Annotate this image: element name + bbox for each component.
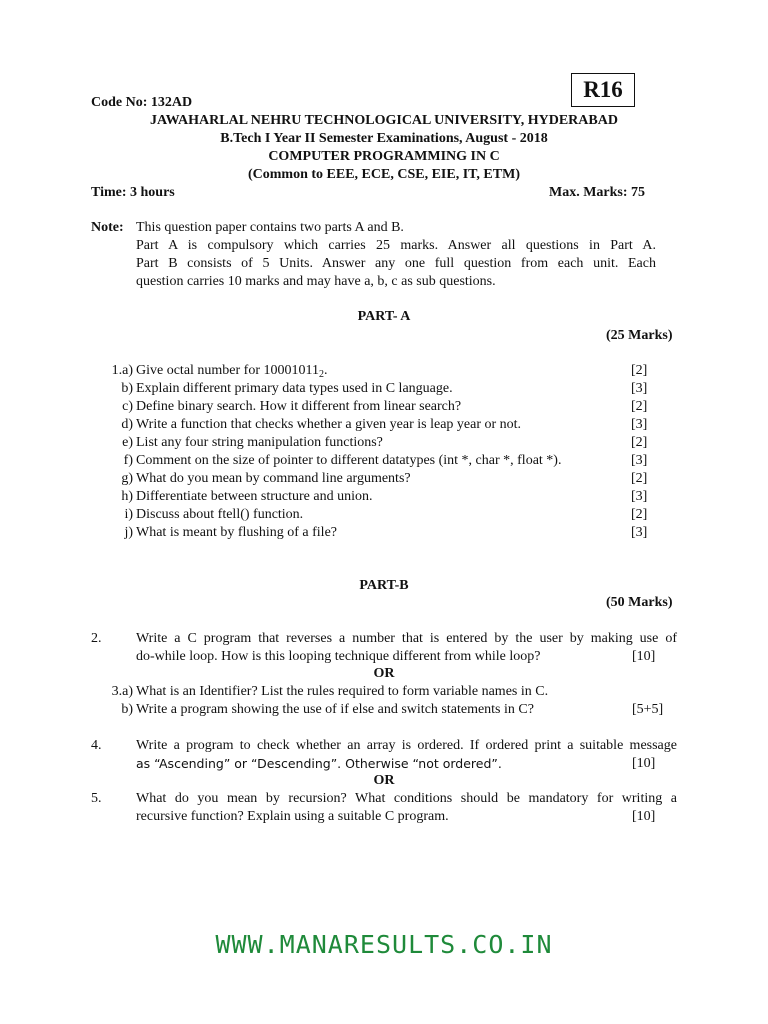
question-marks: [3] [631,453,648,468]
note-line: question carries 10 marks and may have a, b, c as sub questions. [136,274,496,289]
question-text: recursive function? Explain using a suitable C program. [136,809,449,824]
question-marks: [10] [632,809,656,824]
question-number: d) [121,417,133,432]
question-marks: [2] [631,507,648,522]
question-marks: [3] [631,381,648,396]
question-marks: [3] [631,417,648,432]
exam-title: B.Tech I Year II Semester Examinations, August - 2018 [220,131,548,146]
question-number: b) [121,381,133,396]
question-number: 4. [91,738,102,753]
subject-title: COMPUTER PROGRAMMING IN C [268,149,500,164]
university-name: JAWAHARLAL NEHRU TECHNOLOGICAL UNIVERSITY, HYDERABAD [150,113,618,128]
part-a-marks: (25 Marks) [606,328,673,343]
question-text: What is an Identifier? List the rules required to form variable names in C. [136,684,549,699]
question-number: j) [124,525,133,540]
regulation-box: R16 [571,73,635,107]
question-marks: [2] [631,399,648,414]
or-divider: OR [373,773,395,788]
question-marks: [5+5] [632,702,664,717]
question-number: h) [121,489,133,504]
question-marks: [3] [631,489,648,504]
question-text: Write a function that checks whether a given year is leap year or not. [136,417,522,432]
question-text: What do you mean by command line arguments? [136,471,411,486]
part-b-title: PART-B [359,578,409,593]
note-line: Part B consists of 5 Units. Answer any one full question from each unit. Each [136,256,656,271]
question-marks: [3] [631,525,648,540]
time-duration: Time: 3 hours [91,185,175,200]
question-number: g) [121,471,133,486]
question-text: Explain different primary data types used in C language. [136,381,453,396]
question-marks: [2] [631,471,648,486]
question-marks: [2] [631,363,648,378]
part-b-marks: (50 Marks) [606,595,673,610]
question-text: Comment on the size of pointer to different datatypes (int *, char *, float *). [136,453,562,468]
question-number: b) [121,702,133,717]
question-number: i) [124,507,133,522]
note-line: This question paper contains two parts A and B. [136,220,404,235]
question-number: 3.a) [111,684,133,699]
question-text: Write a program showing the use of if else and switch statements in C? [136,702,534,717]
question-marks: [10] [632,756,656,771]
question-text: Discuss about ftell() function. [136,507,304,522]
question-text: as “Ascending” or “Descending”. Otherwise “not ordered”. [136,756,502,771]
website-footer: WWW.MANARESULTS.CO.IN [215,930,553,959]
part-a-title: PART- A [357,309,411,324]
question-marks: [2] [631,435,648,450]
question-number: 5. [91,791,102,806]
question-text: What is meant by flushing of a file? [136,525,337,540]
question-text: Define binary search. How it different from linear search? [136,399,462,414]
question-text: List any four string manipulation functions? [136,435,383,450]
question-text: do-while loop. How is this looping technique different from while loop? [136,649,541,664]
note-label: Note: [91,220,124,235]
question-number: f) [123,453,133,468]
note-line: Part A is compulsory which carries 25 marks. Answer all questions in Part A. [136,238,656,253]
question-text: Write a program to check whether an array is ordered. If ordered print a suitable message [136,738,677,753]
question-number: 1.a) [111,363,133,378]
common-branches: (Common to EEE, ECE, CSE, EIE, IT, ETM) [247,167,520,182]
max-marks: Max. Marks: 75 [549,185,646,200]
or-divider: OR [373,666,395,681]
question-number: 2. [91,631,102,646]
question-text: What do you mean by recursion? What conditions should be mandatory for writing a [136,791,677,806]
question-text: Give octal number for $10001011_2$. [136,363,328,380]
question-marks: [10] [632,649,656,664]
question-text: Write a C program that reverses a number that is entered by the user by making use of [136,631,677,646]
question-number: c) [122,399,133,414]
question-text: Differentiate between structure and union. [136,489,373,504]
code-number: Code No: 132AD [91,95,193,110]
question-number: e) [122,435,133,450]
